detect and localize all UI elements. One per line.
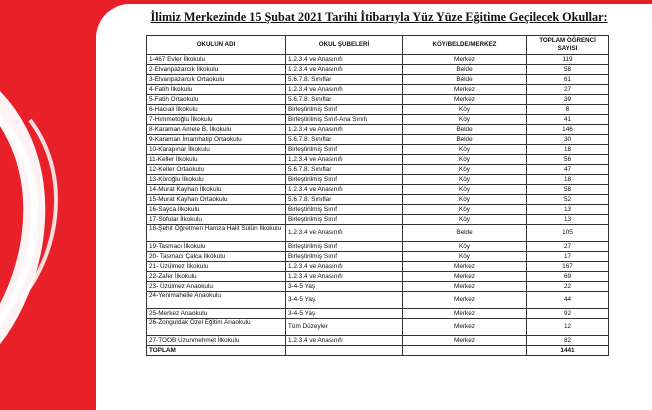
cell-students: 52 (527, 195, 609, 205)
cell-students: 18 (527, 175, 609, 185)
table-row (147, 225, 609, 242)
cell-students: 27 (527, 242, 609, 252)
cell-school: 14-Murat Kayhan İlkokulu (147, 185, 286, 195)
cell-location: Köy (403, 215, 527, 225)
col-header-branches: OKUL ŞUBELERİ (286, 36, 403, 55)
table-row (147, 195, 609, 205)
cell-location: Merkez (403, 272, 527, 282)
cell-location: Merkez (403, 319, 527, 336)
cell-branches: 5.6.7.8. Sınıflar (286, 95, 403, 105)
col-header-location: KÖY/BELDE/MERKEZ (403, 36, 527, 55)
table-row (147, 292, 609, 309)
table-row (147, 75, 609, 85)
cell-branches: 1.2.3.4 ve Anasınıfı (286, 55, 403, 65)
cell-students: 146 (527, 125, 609, 135)
cell-branches: 1.2.3.4 ve Anasınıfı (286, 125, 403, 135)
cell-branches: 3-4-5 Yaş (286, 309, 403, 319)
cell-students: 58 (527, 65, 609, 75)
cell-school: 3-Elvanpazarcık Ortaokulu (147, 75, 286, 85)
cell-students: 8 (527, 105, 609, 115)
table-row (147, 65, 609, 75)
cell-students: 17 (527, 252, 609, 262)
cell-students: 69 (527, 272, 609, 282)
cell-school: 12-Keller Ortaokulu (147, 165, 286, 175)
cell-location: Köy (403, 185, 527, 195)
cell-school: 10-Karapınar İlkokulu (147, 145, 286, 155)
cell-branches: 3-4-5 Yaş (286, 292, 403, 309)
table-row (147, 336, 609, 346)
cell-location: Merkez (403, 309, 527, 319)
table-row (147, 105, 609, 115)
page-title: İlimiz Merkezinde 15 Şubat 2021 Tarihi İtibarıyla Yüz Yüze Eğitime Geçilecek Okullar: (150, 10, 608, 24)
cell-branches: Birleştirilmiş Sınıf (286, 215, 403, 225)
cell-school: 20- Tasmacı Çalca İlkokulu (147, 252, 286, 262)
cell-students: 58 (527, 185, 609, 195)
cell-branches: Tüm Düzeyler (286, 319, 403, 336)
total-students: 1441 (527, 346, 609, 356)
cell-branches: Birleştirilmiş Sınıf (286, 205, 403, 215)
cell-location: Merkez (403, 55, 527, 65)
cell-location: Merkez (403, 262, 527, 272)
cell-location: Köy (403, 165, 527, 175)
table-row (147, 309, 609, 319)
cell-students: 41 (527, 115, 609, 125)
cell-students: 105 (527, 225, 609, 242)
table-header-row (147, 36, 609, 55)
table-row (147, 85, 609, 95)
cell-location: Belde (403, 225, 527, 242)
cell-school: 7-Hımmetoğlu İlkokulu (147, 115, 286, 125)
cell-school: 17-Sofular İlkokulu (147, 215, 286, 225)
table-row (147, 252, 609, 262)
cell-location: Köy (403, 175, 527, 185)
cell-branches: 1.2.3.4 ve Anasınıfı (286, 185, 403, 195)
table-row (147, 319, 609, 336)
cell-school: 15-Murat Kayhan Ortaokulu (147, 195, 286, 205)
cell-location: Belde (403, 135, 527, 145)
cell-students: 44 (527, 292, 609, 309)
cell-students: 39 (527, 95, 609, 105)
table-row (147, 175, 609, 185)
cell-school: 8-Karaman Amele B. İlkokulu (147, 125, 286, 135)
cell-location: Köy (403, 155, 527, 165)
cell-location: Köy (403, 105, 527, 115)
cell-students: 47 (527, 165, 609, 175)
cell-branches: 1.2.3.4 ve Anasınıfı (286, 85, 403, 95)
cell-branches: 1.2.3.4 ve Anasınıfı (286, 336, 403, 346)
col-header-school: OKULUN ADI (147, 36, 286, 55)
table-row (147, 262, 609, 272)
cell-school: 2-Elvanpazarcık İlkokulu (147, 65, 286, 75)
cell-students: 13 (527, 205, 609, 215)
cell-branches: 5.6.7.8. Sınıflar (286, 195, 403, 205)
cell-location: Merkez (403, 95, 527, 105)
cell-students: 92 (527, 309, 609, 319)
cell-location: Köy (403, 115, 527, 125)
cell-location: Köy (403, 205, 527, 215)
cell-students: 13 (527, 215, 609, 225)
cell-location: Köy (403, 195, 527, 205)
cell-location: Köy (403, 242, 527, 252)
cell-branches: 5.6.7.8. Sınıflar (286, 165, 403, 175)
table-row (147, 205, 609, 215)
table-row (147, 185, 609, 195)
cell-branches: 1.2.3.4 ve Anasınıfı (286, 65, 403, 75)
cell-location: Merkez (403, 282, 527, 292)
cell-location: Merkez (403, 292, 527, 309)
cell-students: 18 (527, 145, 609, 155)
table-row (147, 125, 609, 135)
table-total-row (147, 346, 609, 356)
cell-school: 24-Yenimahelle Anaokulu (147, 292, 286, 309)
cell-students: 22 (527, 282, 609, 292)
cell-location: Köy (403, 252, 527, 262)
table-row (147, 55, 609, 65)
cell-branches: 5.6.7.8. Sınıflar (286, 135, 403, 145)
total-label: TOPLAM (147, 346, 286, 356)
cell-branches: 1.2.3.4 ve Anasınıfı (286, 155, 403, 165)
cell-students: 167 (527, 262, 609, 272)
cell-students: 61 (527, 75, 609, 85)
cell-branches: Birleştirilmiş Sınıf (286, 105, 403, 115)
cell-school: 25-Merkez Anaokulu (147, 309, 286, 319)
cell-school: 11-Keller İlkokulu (147, 155, 286, 165)
cell-school: 6-Hacıali İlkokulu (147, 105, 286, 115)
cell-location: Merkez (403, 336, 527, 346)
cell-school: 18-Şehit Öğretmen Hamza Halit Sülün İlkokulu (147, 225, 286, 242)
cell-school: 5-Fatih Ortaokulu (147, 95, 286, 105)
cell-students: 119 (527, 55, 609, 65)
cell-students: 27 (527, 85, 609, 95)
cell-branches: 5.6.7.8. Sınıflar (286, 75, 403, 85)
table-row (147, 242, 609, 252)
cell-school: 21- Üzülmez İlkokulu (147, 262, 286, 272)
cell-school: 16-Saýca İlkokulu (147, 205, 286, 215)
cell-branches: 1.2.3.4 ve Anasınıfı (286, 272, 403, 282)
cell-branches: 3-4-5 Yaş (286, 282, 403, 292)
cell-location: Köy (403, 145, 527, 155)
cell-students: 30 (527, 135, 609, 145)
cell-location: Belde (403, 65, 527, 75)
cell-location: Belde (403, 125, 527, 135)
cell-school: 23- Üzülmez Anaokulu (147, 282, 286, 292)
cell-branches: Birleştirilmiş Sınıf (286, 242, 403, 252)
cell-branches: Birleştirilmiş Sınıf (286, 145, 403, 155)
cell-school: 26-Zonguldak Özel Eğitim Anaokulu (147, 319, 286, 336)
cell-location: Belde (403, 75, 527, 85)
table-row (147, 145, 609, 155)
table-row (147, 95, 609, 105)
cell-students: 56 (527, 155, 609, 165)
table-row (147, 135, 609, 145)
cell-students: 12 (527, 319, 609, 336)
cell-branches: Birleştirilmiş Sınıf (286, 175, 403, 185)
cell-branches: Birleştirilmiş Sınıf (286, 252, 403, 262)
cell-location: Merkez (403, 85, 527, 95)
table-row (147, 215, 609, 225)
cell-school: 19-Tasmacı İlkokulu (147, 242, 286, 252)
table-row (147, 115, 609, 125)
cell-students: 82 (527, 336, 609, 346)
table-row (147, 272, 609, 282)
cell-branches: 1.2.3.4 ve Anasınıfı (286, 225, 403, 242)
cell-school: 27-TOOB Uzunmehmet İlkokulu (147, 336, 286, 346)
cell-school: 22-Zafer İlkokulu (147, 272, 286, 282)
cell-school: 4-Fatih İlkokulu (147, 85, 286, 95)
cell-branches: 1.2.3.4 ve Anasınıfı (286, 262, 403, 272)
cell-school: 1-467 Evler İlkokulu (147, 55, 286, 65)
table-row (147, 282, 609, 292)
cell-school: 13-Köroğlu İlkokulu (147, 175, 286, 185)
table-row (147, 165, 609, 175)
table-row (147, 155, 609, 165)
cell-school: 9-Karaman İmamhatip Ortaokulu (147, 135, 286, 145)
cell-branches: Birleştirilmiş Sınıf-Ana Sınıfı (286, 115, 403, 125)
col-header-students: TOPLAM ÖĞRENCİ SAYISI (527, 36, 609, 55)
schools-table (146, 35, 609, 356)
